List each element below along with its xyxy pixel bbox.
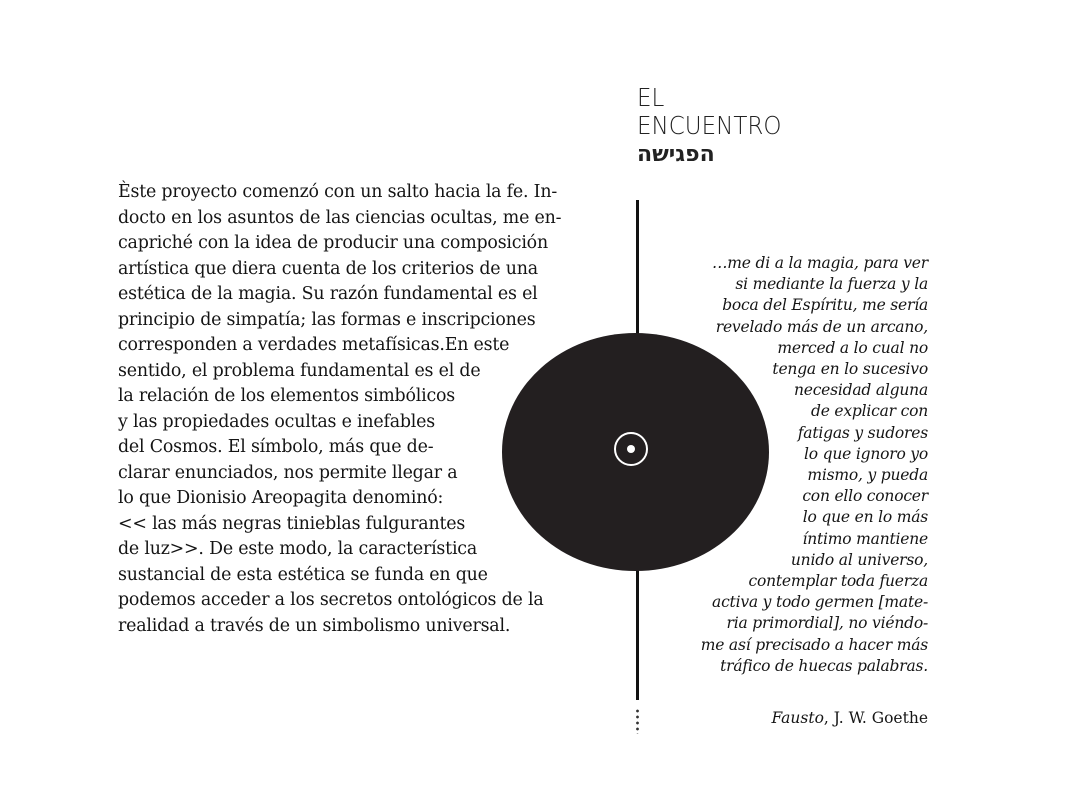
body-line: estética de la magia. Su razón fundamental es el [118,284,538,304]
quote-line: con ello conocer [802,487,928,506]
quote-line: de explicar con [810,402,928,421]
title-block [637,84,857,170]
quote-line: …me di a la magia, para ver [712,254,928,272]
attribution-work: Fausto [771,709,824,727]
body-line: principio de simpatía; las formas e inscripciones [118,309,536,330]
body-line: clarar enunciados, nos permite llegar a [118,462,458,483]
quote-line: lo que en lo más [802,508,928,527]
body-line: corresponden a verdades metafísicas.En este [118,335,510,355]
body-line: << las más negras tinieblas fulgurantes [118,513,466,534]
quote-line: merced a lo cual no [777,338,928,357]
quote-line: mismo, y pueda [807,466,928,485]
dotted-divider-end [636,708,639,734]
body-line: docto en los asuntos de las ciencias ocultas, me en- [118,207,562,228]
body-line: del Cosmos. El símbolo, más que de- [118,437,434,457]
quote-attribution [771,709,928,727]
quote-line: íntimo mantiene [802,529,928,548]
body-line: capriché con la idea de producir una composición [118,233,548,253]
title-hebrew: הפגישה [637,142,715,167]
attribution-author: , J. W. Goethe [823,709,928,727]
body-line: la relación de los elementos simbólicos [118,386,456,406]
body-line: Èste proyecto comenzó con un salto hacia la fe. In- [118,182,558,202]
body-line: y las propiedades ocultas e inefables [118,411,435,432]
quote-line: ria primordial], no viéndo- [726,614,928,633]
goethe-quote [668,253,928,677]
body-line: sustancial de esta estética se funda en que [118,564,488,585]
quote-line: tráfico de huecas palabras. [720,656,928,675]
quote-line: lo que ignoro yo [804,444,928,463]
title-line-1: EL [637,83,665,112]
quote-line: contemplar toda fuerza [748,572,928,591]
quote-line: me así precisado a hacer más [700,635,928,654]
quote-line: tenga en lo sucesivo [772,360,928,379]
body-line: sentido, el problema fundamental es el de [118,360,481,381]
title-line-2: ENCUENTRO [637,111,782,140]
disc-center-dot [627,445,635,453]
quote-line: boca del Espíritu, me sería [722,296,928,315]
quote-line: si mediante la fuerza y la [735,275,928,294]
quote-line: necesidad alguna [793,381,928,400]
body-line: de luz>>. De este modo, la característica [118,539,478,559]
body-line: lo que Dionisio Areopagita denominó: [118,488,444,508]
body-line: realidad a través de un simbolismo universal. [118,615,511,636]
body-line: artística que diera cuenta de los criterios de una [118,258,538,279]
quote-line: unido al universo, [790,550,928,569]
quote-line: revelado más de un arcano, [715,317,928,336]
body-line: podemos acceder a los secretos ontológicos de la [118,590,544,610]
quote-line: fatigas y sudores [797,423,928,442]
quote-line: activa y todo germen [mate- [712,593,928,612]
